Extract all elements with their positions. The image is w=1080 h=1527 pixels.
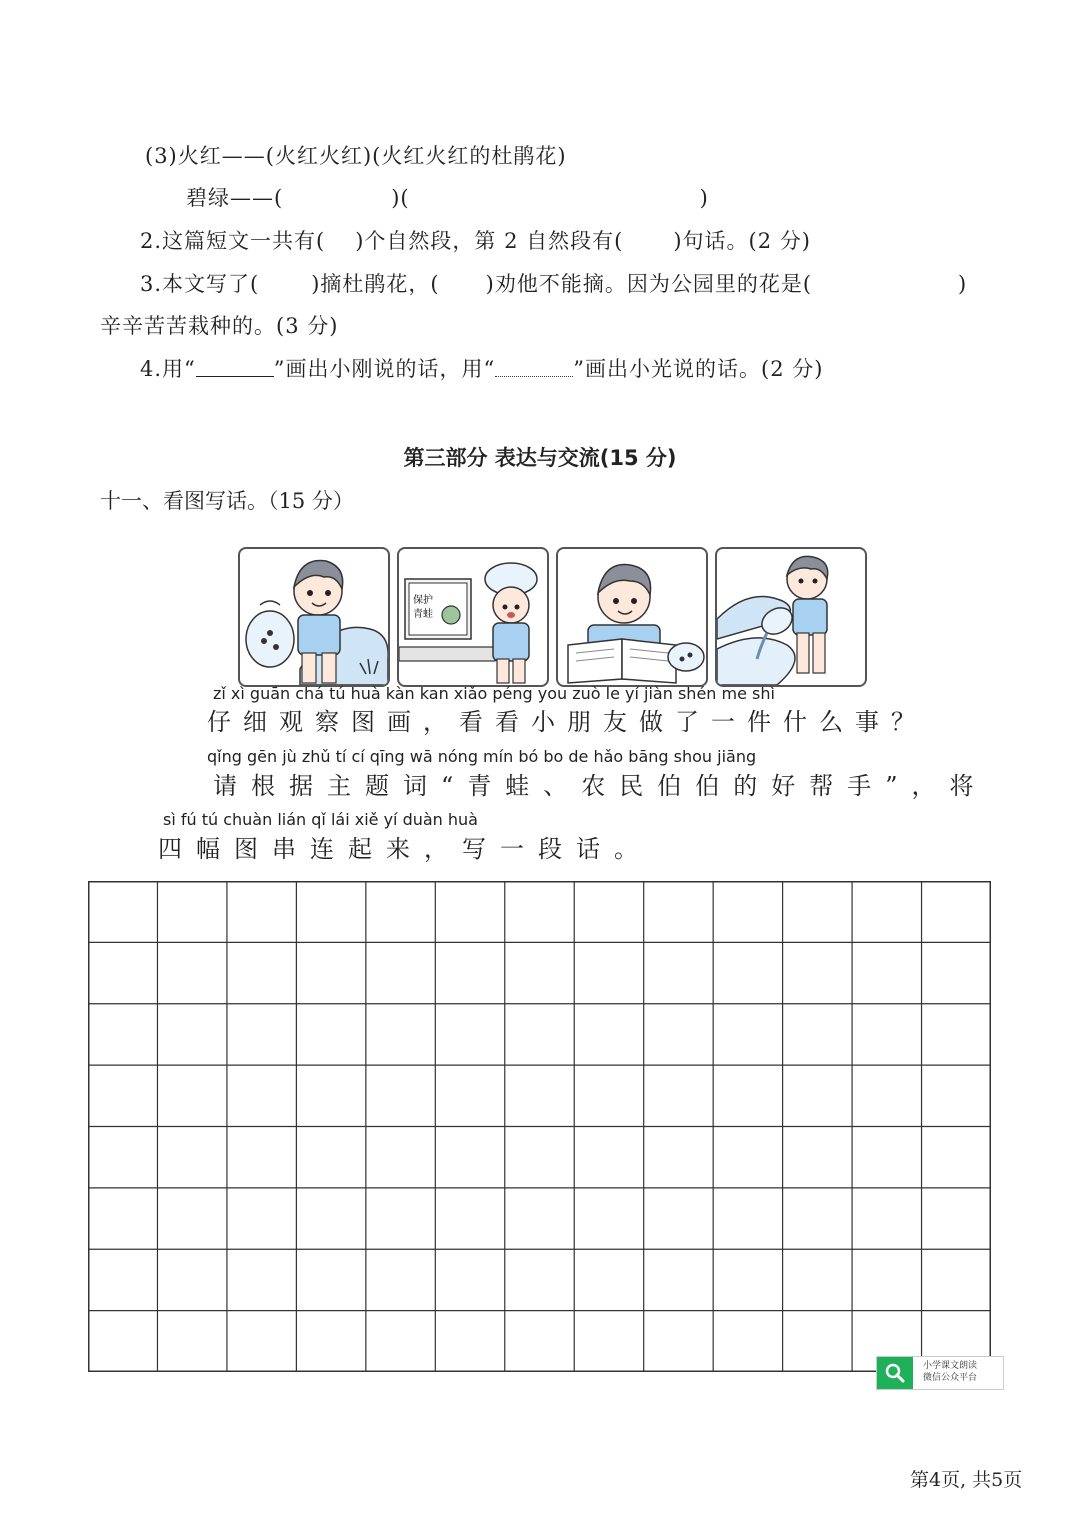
question-1-3-example: (3)火红——(火红火红)(火红火红的杜鹃花) — [145, 144, 567, 168]
sign-text-2: 青蛙 — [413, 609, 433, 620]
prompt-row3-pinyin: sì fú tú chuàn lián qǐ lái xiě yí duàn huà — [163, 810, 478, 829]
solid-underline-sample — [196, 364, 274, 377]
question-4: 4.用“ ”画出小刚说的话，用“ ”画出小光说的话。(2 分) — [140, 357, 824, 381]
question-2: 2.这篇短文一共有( )个自然段，第 2 自然段有( )句话。(2 分) — [140, 229, 811, 253]
sign-text-1: 保护 — [413, 595, 433, 606]
question-1-3-blank: 碧绿——( )( ) — [186, 186, 709, 210]
writing-grid[interactable] — [88, 881, 991, 1372]
section-title: 第三部分 表达与交流(15 分) — [403, 446, 677, 470]
prompt-row3-hanzi: 四幅图串连起来，写一段话。 — [158, 835, 652, 863]
search-icon — [877, 1357, 913, 1389]
watermark-line1: 小学课文朗读 — [923, 1361, 978, 1371]
picture-1-boy-with-jar — [238, 547, 390, 687]
picture-2-tv-and-boy — [397, 547, 549, 687]
picture-3-boy-reading — [556, 547, 708, 687]
prompt-row2-hanzi: 请根据主题词“青蛙、农民伯伯的好帮手”，将 — [213, 772, 988, 800]
page-footer: 第4页, 共5页 — [910, 1469, 1023, 1491]
question-3: 3.本文写了( )摘杜鹃花，( )劝他不能摘。因为公园里的花是( ) — [140, 272, 968, 296]
watermark-badge — [876, 1356, 1004, 1390]
prompt-row1-hanzi: 仔细观察图画，看看小朋友做了一件什么事？ — [207, 708, 927, 736]
wavy-underline-sample — [495, 364, 573, 377]
prompt-row1-pinyin: zǐ xì guān chá tú huà kàn kan xiǎo péng you zuò le yí jiàn shén me shì — [213, 684, 775, 703]
question-11-label: 十一、看图写话。（15 分） — [100, 489, 354, 513]
question-3-line2: 辛辛苦苦栽种的。(3 分) — [100, 314, 339, 338]
prompt-row2-pinyin: qǐng gēn jù zhǔ tí cí qīng wā nóng mín bó bo de hǎo bāng shou jiāng — [207, 747, 757, 766]
picture-4-boy-releasing — [715, 547, 867, 687]
watermark-line2: 微信公众平台 — [923, 1373, 978, 1383]
